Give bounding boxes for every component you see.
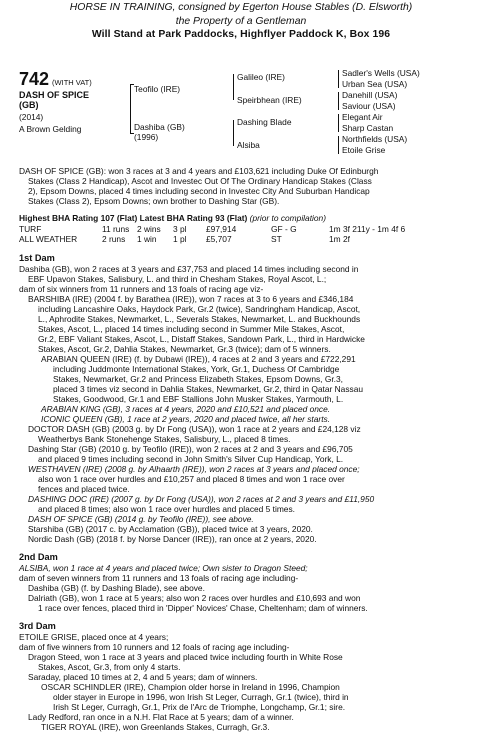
pedigree-bracket [338,136,339,154]
rating-cell: £97,914 [206,224,237,234]
first-dam-line: Dashing Star (GB) (2010 g. by Teofilo (IRE)), won 2 races at 2 and 3 years and £96,705 [28,444,353,454]
rating-cell: 3 pl [173,224,187,234]
third-dam-line: Irish St Leger, Curragh, Gr.1, Prix de l'Arc de Triomphe, Longchamp, Gr.1; sire. [53,702,346,712]
horse-name: DASH OF SPICE [19,90,90,100]
first-dam-line: L., Aphrodite Stakes, Newmarket, L., Severals Stakes, Newmarket, L. and Buckhounds [38,314,361,324]
first-dam-line: dam of six winners from 11 runners and 13 foals of racing age viz- [19,284,264,294]
pedigree-bracket [233,74,234,100]
gen3-5: Elegant Air [342,112,383,122]
gen3-7: Northfields (USA) [342,134,408,144]
first-dam-line: Stakes, Newmarket, Gr.2 and Princess Elizabeth Stakes, Epsom Downs, Gr.3, [53,374,343,384]
rating-note: (prior to compilation) [249,213,326,223]
pedigree-bracket [338,92,339,110]
rating-cell: 1 pl [173,234,187,244]
third-dam-line: older stayer in Europe in 1996, won Irish St Leger, Curragh, Gr.1 (twice), third in [53,692,349,702]
sire: Teofilo (IRE) [134,84,181,94]
first-dam-line: Stakes, Ascot, Gr.2, Dahlia Stakes, Newmarket, Gr.3 (twice); dam of 5 winners. [38,344,331,354]
sire-dam: Speirbhean (IRE) [237,95,302,105]
rating-cell: 11 runs [102,224,130,234]
first-dam-line: ICONIC QUEEN (GB), 1 race at 2 years, 2020 and placed twice, all her starts. [41,414,331,424]
rating-cell: 2 runs [102,234,126,244]
dam-dam: Alsiba [237,140,260,150]
first-dam-line: Nordic Dash (GB) (2018 f. by Norse Dancer (IRE)), ran once at 2 years, 2020. [28,534,317,544]
summary-line: DASH OF SPICE (GB): won 3 races at 3 and 4 years and £103,621 including Duke Of Edinburgh [19,166,379,176]
location-line: Will Stand at Park Paddocks, Highflyer Paddock K, Box 196 [91,29,391,40]
first-dam-line: Stakes, Goodwood, Gr.1 and EBF Stallions John Musker Stakes, Yarmouth, L. [53,394,344,404]
first-dam-line: BARSHIBA (IRE) (2004 f. by Barathea (IRE)), won 7 races at 3 to 6 years and £346,184 [28,294,354,304]
first-dam-line: ARABIAN QUEEN (IRE) (f. by Dubawi (IRE)), 4 races at 2 and 3 years and £722,291 [41,354,356,364]
third-dam-line: TIGER ROYAL (IRE), won Greenlands Stakes, Curragh, Gr.3. [41,722,270,732]
second-dam-line: 1 race over fences, placed third in 'Dipper' Novices' Chase, Cheltenham; dam of winners. [38,603,368,613]
third-dam-line: Stakes, Ascot, Gr.3, from only 4 starts. [38,662,181,672]
summary-line: Stakes (Class 2 Handicap), Ascot and Investec Out Of The Ordinary Handicap Stakes (Class [28,176,372,186]
horse-description: A Brown Gelding [19,124,82,134]
first-dam-line: DASH OF SPICE (GB) (2014 g. by Teofilo (IRE)), see above. [28,514,254,524]
rating-cell: 1m 2f [329,234,350,244]
second-dam-line: Dashiba (GB) (f. by Dashing Blade), see above. [28,583,205,593]
third-dam-line: Saraday, placed 10 times at 2, 4 and 5 years; dam of winners. [28,672,258,682]
sire-sire: Galileo (IRE) [237,72,285,82]
first-dam-line: fences and placed twice. [38,484,130,494]
dam-year: (1996) [134,132,159,142]
property-line: the Property of a Gentleman [175,16,307,27]
first-dam-line: ARABIAN KING (GB), 3 races at 4 years, 2020 and £10,521 and placed once. [41,404,331,414]
rating-cell: TURF [19,224,42,234]
third-dam-line: dam of five winners from 10 runners and 12 foals of racing age including- [19,642,290,652]
consignor-line: HORSE IN TRAINING, consigned by Egerton House Stables (D. Elsworth) [69,2,413,13]
third-dam-line: Lady Redford, ran once in a N.H. Flat Race at 5 years; dam of a winner. [28,712,294,722]
first-dam-line: Starshiba (GB) (2017 c. by Acclamation (GB)), placed twice at 3 years, 2020. [28,524,313,534]
first-dam-line: including Juddmonte International Stakes, York, Gr.1, Duchess Of Cambridge [53,364,340,374]
first-dam-heading: 1st Dam [19,253,55,263]
pedigree-bracket [338,114,339,132]
horse-country: (GB) [19,100,39,110]
first-dam-line: Dashiba (GB), won 2 races at 3 years and £37,753 and placed 14 times including second in [19,264,359,274]
first-dam-line: including Lancashire Oaks, Haydock Park, Gr.2 (twice), Sandringham Handicap, Ascot, [38,304,361,314]
first-dam-line: Stakes, Ascot, L., placed 14 times including second in Summer Mile Stakes, Ascot, [38,324,345,334]
gen3-1: Sadler's Wells (USA) [342,68,420,78]
first-dam-line: placed 3 times viz second in Dahlia Stakes, Newmarket, Gr.2, third in Qatar Nassau [53,384,364,394]
dam: Dashiba (GB) [134,122,185,132]
second-dam-line: ALSIBA, won 1 race at 4 years and placed twice; Own sister to Dragon Steed; [19,563,308,573]
gen3-4: Saviour (USA) [342,101,396,111]
pedigree-bracket [338,70,339,88]
horse-year: (2014) [19,112,44,122]
gen3-2: Urban Sea (USA) [342,79,408,89]
rating-cell: £5,707 [206,234,232,244]
rating-cell: 1 win [137,234,157,244]
pedigree-bracket [130,84,131,134]
first-dam-line: and placed 9 times including second in John Smith's Silver Cup Handicap, York, L. [38,454,344,464]
rating-cell: 2 wins [137,224,161,234]
first-dam-line: DOCTOR DASH (GB) (2003 g. by Dr Fong (USA)), won 1 race at 2 years and £24,128 viz [28,424,361,434]
rating-title: Highest BHA Rating 107 (Flat) Latest BHA Rating 93 (Flat) [19,213,248,223]
second-dam-heading: 2nd Dam [19,552,58,562]
first-dam-line: Weatherbys Bank Stonehenge Stakes, Salisbury, L., placed 8 times. [38,434,291,444]
third-dam-line: Dragon Steed, won 1 race at 3 years and placed twice including fourth in White Rose [28,652,343,662]
vat-label: (WITH VAT) [52,78,92,87]
rating-cell: ALL WEATHER [19,234,78,244]
pedigree-bracket [233,120,234,146]
first-dam-line: WESTHAVEN (IRE) (2008 g. by Alhaarth (IRE)), won 2 races at 3 years and placed once; [28,464,360,474]
rating-cell: 1m 3f 211y - 1m 4f 6 [329,224,406,234]
first-dam-line: DASHING DOC (IRE) (2007 g. by Dr Fong (USA)), won 2 races at 2 and 3 years and £11,950 [28,494,375,504]
third-dam-line: OSCAR SCHINDLER (IRE), Champion older horse in Ireland in 1996, Champion [41,682,340,692]
gen3-3: Danehill (USA) [342,90,398,100]
second-dam-line: Dalriath (GB), won 1 race at 5 years; also won 2 races over hurdles and £10,693 and won [28,593,361,603]
summary-line: 2), Epsom Downs, placed 4 times including second in Investec City And Suburban Handicap [28,186,370,196]
rating-cell: GF - G [271,224,297,234]
rating-cell: ST [271,234,282,244]
first-dam-line: EBF Upavon Stakes, Salisbury, L. and third in Chesham Stakes, Royal Ascot, L.; [28,274,327,284]
gen3-8: Etoile Grise [342,145,386,155]
third-dam-heading: 3rd Dam [19,621,56,631]
first-dam-line: also won 1 race over hurdles and £10,257 and placed 8 times and won 1 race over [38,474,345,484]
lot-number: 742 (WITH VAT) [19,69,92,89]
first-dam-line: Gr.2, EBF Valiant Stakes, Ascot, L., Distaff Stakes, Sandown Park, L., third in Hardwicke [38,334,365,344]
first-dam-line: and placed 8 times; also won 1 race over hurdles and placed 5 times. [38,504,295,514]
rating-heading [19,213,326,223]
summary-line: Stakes (Class 2), Epsom Downs; own brother to Dashing Star (GB). [28,196,280,206]
second-dam-line: dam of seven winners from 11 runners and 13 foals of racing age including- [19,573,299,583]
third-dam-line: ETOILE GRISE, placed once at 4 years; [19,632,169,642]
dam-sire: Dashing Blade [237,117,292,127]
gen3-6: Sharp Castan [342,123,394,133]
